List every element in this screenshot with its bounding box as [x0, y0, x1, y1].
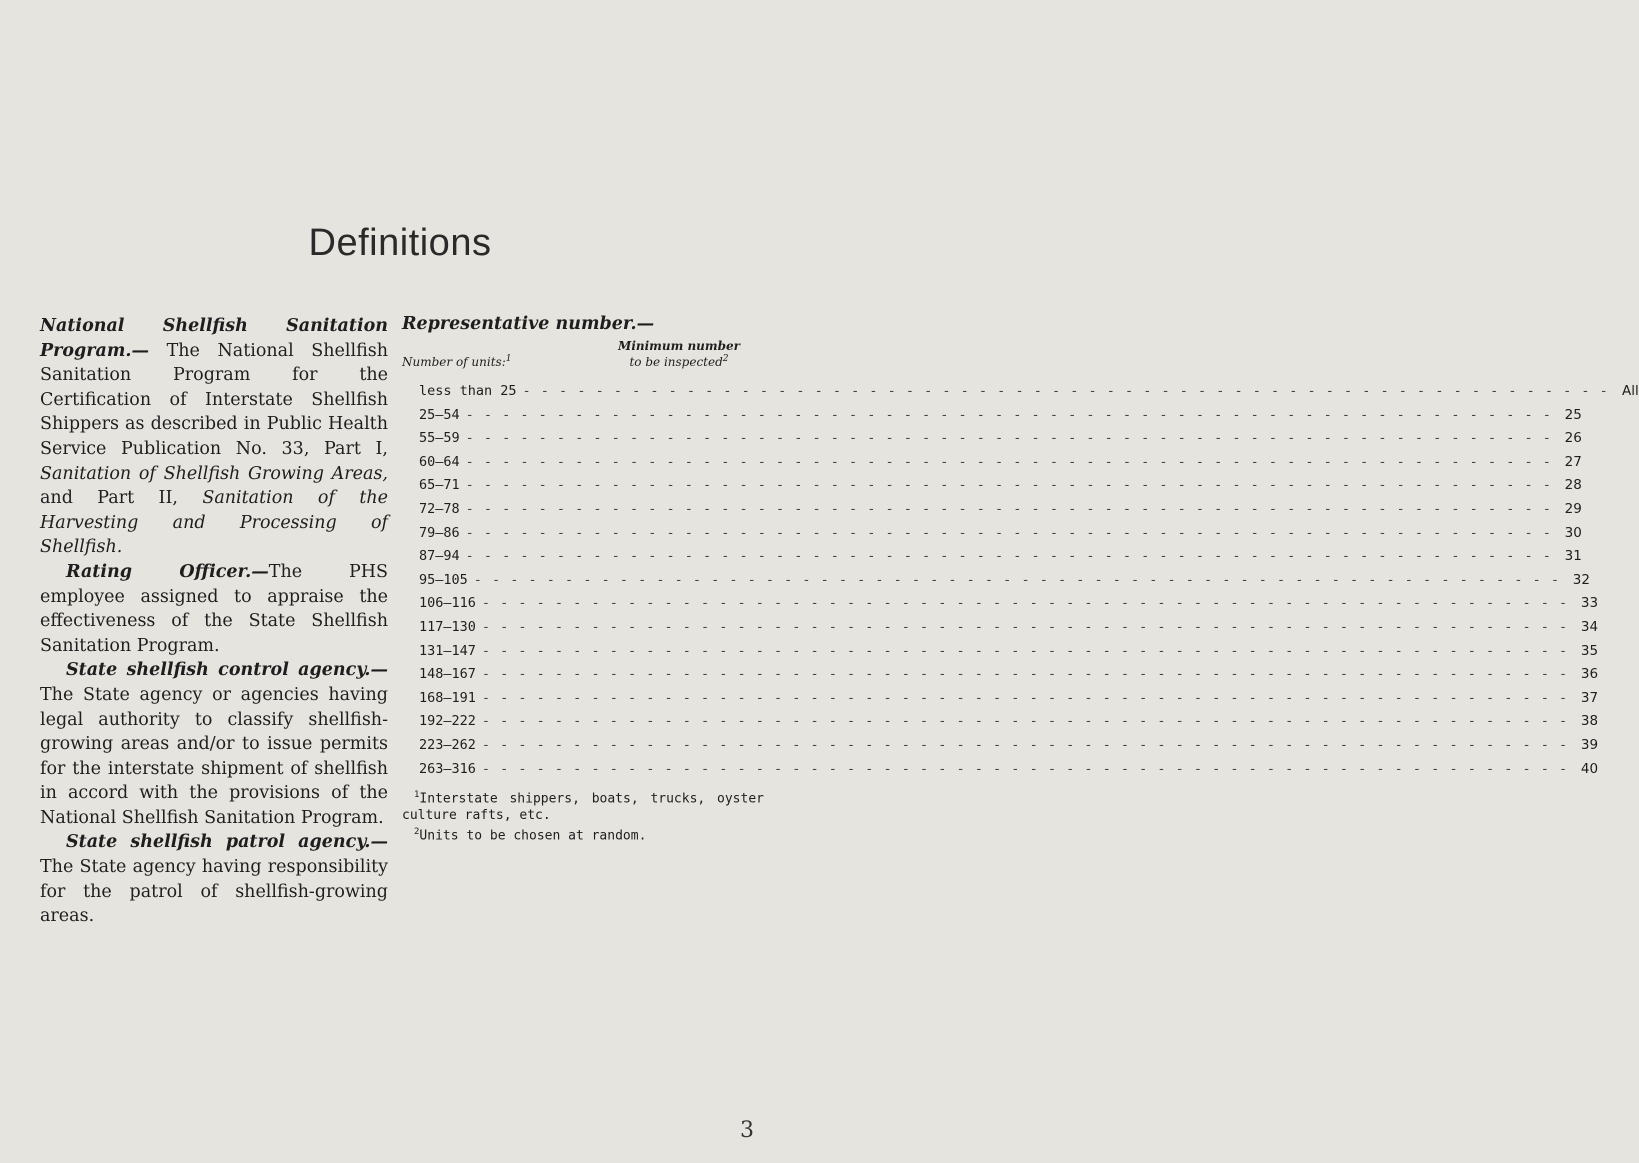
minimum-inspected: 39 [1580, 736, 1599, 753]
dot-leader: - - - - - - - - - - - - - - - - - - - - - - - - - - - - - - - - - - - - - - - - - - - - - - - - - - - - - - - - - - - - [473, 571, 1560, 588]
minimum-inspected: 28 [1564, 477, 1582, 494]
term-nssp: National Shellfish Sanitation Program.— [40, 316, 388, 361]
definition-text: and Part II, [40, 488, 203, 509]
unit-range: 148–167 [419, 666, 476, 683]
dot-leader: - - - - - - - - - - - - - - - - - - - - - - - - - - - - - - - - - - - - - - - - - - - - - - - - - - - - - - - - - - - - [481, 595, 1569, 612]
table-row [402, 663, 1599, 687]
table-row [402, 734, 1599, 758]
dot-leader: - - - - - - - - - - - - - - - - - - - - - - - - - - - - - - - - - - - - - - - - - - - - - - - - - - - - - - - - - - - - [481, 713, 1569, 730]
minimum-inspected: 25 [1564, 406, 1582, 423]
header-minimum-line1: Minimum number [618, 339, 740, 353]
unit-range: 263–316 [419, 760, 476, 777]
unit-range: 60–64 [419, 453, 460, 470]
unit-range: 131–147 [419, 642, 476, 659]
table-row [402, 758, 1599, 782]
table-row [402, 451, 1582, 475]
page-title: Definitions [308, 222, 492, 264]
table-row [402, 569, 1590, 593]
minimum-inspected: 40 [1580, 760, 1599, 777]
dot-leader: - - - - - - - - - - - - - - - - - - - - - - - - - - - - - - - - - - - - - - - - - - - - - - - - - - - - - - - - - - - - [481, 736, 1569, 753]
table-row [402, 592, 1599, 616]
representative-number-column [402, 314, 1639, 845]
minimum-inspected: 37 [1580, 689, 1599, 706]
dot-leader: - - - - - - - - - - - - - - - - - - - - - - - - - - - - - - - - - - - - - - - - - - - - - - - - - - - - - - - - - - - - [465, 477, 1552, 494]
unit-range: less than 25 [419, 383, 517, 399]
definition-patrol-agency [40, 830, 388, 928]
dot-leader: - - - - - - - - - - - - - - - - - - - - - - - - - - - - - - - - - - - - - - - - - - - - - - - - - - - - - - - - - - - - [465, 453, 1552, 470]
definitions-column [40, 314, 388, 929]
table-row [402, 640, 1599, 664]
minimum-inspected: 27 [1564, 453, 1582, 470]
minimum-inspected: 32 [1572, 571, 1590, 588]
minimum-inspected: 30 [1564, 524, 1582, 541]
footnote-mark: 2 [414, 827, 420, 838]
footnote-2 [402, 824, 764, 844]
dot-leader: - - - - - - - - - - - - - - - - - - - - - - - - - - - - - - - - - - - - - - - - - - - - - - - - - - - - - - - - - - - - [465, 406, 1552, 423]
unit-range: 87–94 [419, 548, 460, 565]
representative-number-heading: Representative number.— [402, 314, 655, 334]
table-row [402, 710, 1599, 734]
footnote-ref: 1 [505, 354, 512, 364]
dot-leader: - - - - - - - - - - - - - - - - - - - - - - - - - - - - - - - - - - - - - - - - - - - - - - - - - - - - - - - - - - - - [481, 666, 1569, 683]
footnote-text: Interstate shippers, boats, trucks, oyster culture rafts, etc. [402, 791, 764, 824]
inspection-table [402, 380, 1639, 781]
footnote-1 [402, 787, 764, 824]
term-rating-officer: Rating Officer.— [66, 561, 269, 582]
minimum-inspected: All [1622, 383, 1639, 399]
dot-leader: - - - - - - - - - - - - - - - - - - - - - - - - - - - - - - - - - - - - - - - - - - - - - - - - - - - - - - - - - - - - [465, 500, 1552, 517]
page-number: 3 [740, 1118, 754, 1143]
term-control-agency: State shellfish control agency.— [66, 660, 388, 681]
definition-text: The State agency or agencies having legal authority to classify shellfish-growing areas and/or to issue permits for the interstate shipment of shellfish in accord with the provisions of the National Shellfish Sanitation Program. [40, 684, 388, 828]
table-row [402, 545, 1582, 569]
term-patrol-agency: State shellfish patrol agency.— [66, 832, 388, 853]
unit-range: 72–78 [419, 500, 460, 517]
unit-range: 192–222 [419, 713, 476, 730]
unit-range: 95–105 [419, 571, 468, 588]
table-header [402, 340, 764, 380]
unit-range: 55–59 [419, 430, 460, 447]
table-row [402, 427, 1582, 451]
header-minimum-line2: to be inspected [629, 355, 723, 369]
footnote-mark: 1 [414, 790, 420, 801]
table-row [402, 498, 1582, 522]
table-row [402, 380, 1639, 404]
unit-range: 106–116 [419, 595, 476, 612]
unit-range: 168–191 [419, 689, 476, 706]
dot-leader: - - - - - - - - - - - - - - - - - - - - - - - - - - - - - - - - - - - - - - - - - - - - - - - - - - - - - - - - - - - - [522, 383, 1609, 399]
definition-nssp [40, 314, 388, 560]
footnote-ref: 2 [722, 354, 729, 364]
unit-range: 79–86 [419, 524, 460, 541]
dot-leader: - - - - - - - - - - - - - - - - - - - - - - - - - - - - - - - - - - - - - - - - - - - - - - - - - - - - - - - - - - - - [481, 689, 1569, 706]
minimum-inspected: 38 [1580, 713, 1599, 730]
definition-control-agency [40, 658, 388, 830]
minimum-inspected: 31 [1564, 548, 1582, 565]
publication-title: Sanitation of the Harvesting and Processing of Shellfish. [40, 488, 388, 558]
header-units [402, 354, 511, 369]
dot-leader: - - - - - - - - - - - - - - - - - - - - - - - - - - - - - - - - - - - - - - - - - - - - - - - - - - - - - - - - - - - - [465, 548, 1552, 565]
minimum-inspected: 29 [1564, 500, 1582, 517]
header-minimum [594, 340, 764, 369]
footnote-text: Units to be chosen at random. [419, 828, 647, 844]
publication-title: Sanitation of Shellfish Growing Areas, [40, 463, 388, 484]
minimum-inspected: 34 [1580, 618, 1599, 635]
unit-range: 117–130 [419, 618, 476, 635]
minimum-inspected: 26 [1564, 430, 1582, 447]
definition-rating-officer [40, 560, 388, 658]
table-row [402, 616, 1599, 640]
definition-text: The State agency having responsibility for the patrol of shellfish-growing areas. [40, 857, 388, 927]
definition-text: The National Shellfish Sanitation Program for the Certification of Interstate Shellfish Shippers as described in Public Health Service Publication No. 33, Part I, [40, 340, 388, 459]
unit-range: 25–54 [419, 406, 460, 423]
dot-leader: - - - - - - - - - - - - - - - - - - - - - - - - - - - - - - - - - - - - - - - - - - - - - - - - - - - - - - - - - - - - [465, 430, 1552, 447]
minimum-inspected: 36 [1580, 666, 1599, 683]
unit-range: 223–262 [419, 736, 476, 753]
definition-text: The PHS employee assigned to appraise the effectiveness of the State Shellfish Sanitation Program. [40, 561, 389, 656]
table-row [402, 687, 1599, 711]
table-row [402, 474, 1582, 498]
unit-range: 65–71 [419, 477, 460, 494]
header-units-label: Number of units: [402, 355, 506, 369]
dot-leader: - - - - - - - - - - - - - - - - - - - - - - - - - - - - - - - - - - - - - - - - - - - - - - - - - - - - - - - - - - - - [481, 618, 1569, 635]
table-row [402, 404, 1582, 428]
dot-leader: - - - - - - - - - - - - - - - - - - - - - - - - - - - - - - - - - - - - - - - - - - - - - - - - - - - - - - - - - - - - [481, 642, 1569, 659]
table-row [402, 522, 1582, 546]
dot-leader: - - - - - - - - - - - - - - - - - - - - - - - - - - - - - - - - - - - - - - - - - - - - - - - - - - - - - - - - - - - - [465, 524, 1552, 541]
minimum-inspected: 35 [1580, 642, 1599, 659]
dot-leader: - - - - - - - - - - - - - - - - - - - - - - - - - - - - - - - - - - - - - - - - - - - - - - - - - - - - - - - - - - - - [481, 760, 1569, 777]
table-footnotes [402, 787, 764, 845]
minimum-inspected: 33 [1580, 595, 1599, 612]
